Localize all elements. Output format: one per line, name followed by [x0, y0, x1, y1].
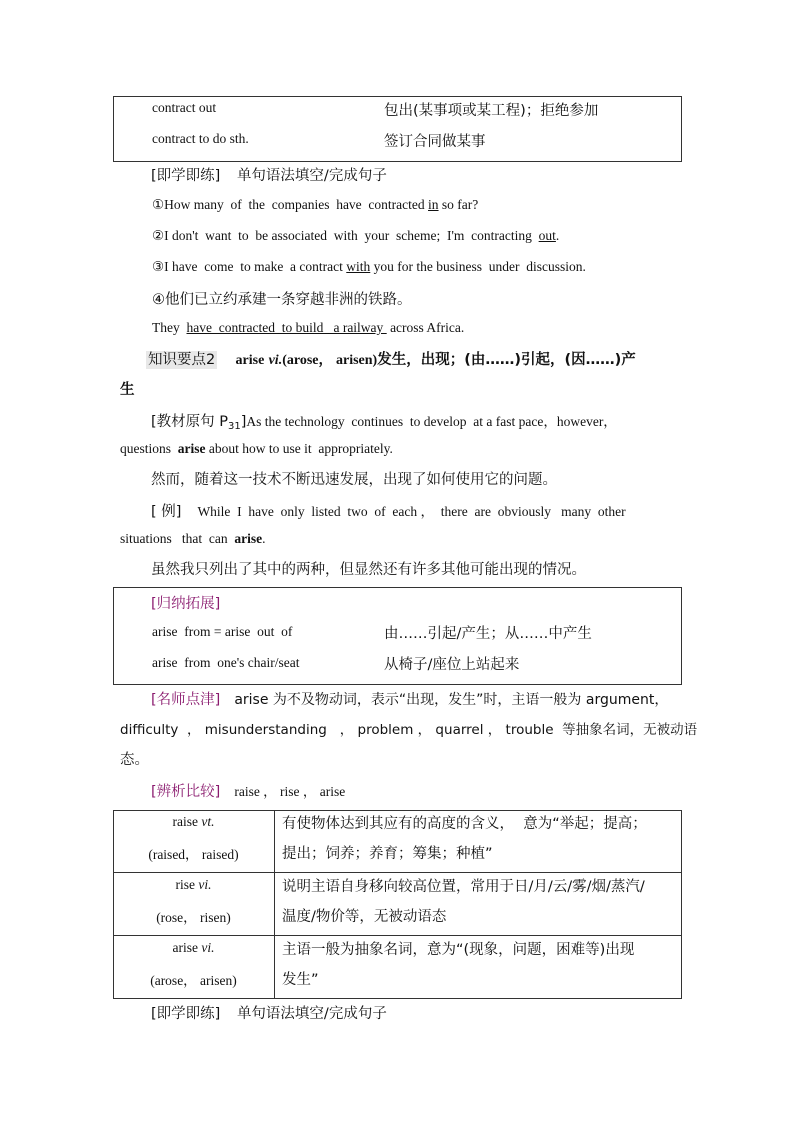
point-word: arise — [235, 353, 265, 368]
teacher-tip: [名师点津] arise 为不及物动词，表示“出现，发生”时，主语一般为 argument， — [151, 692, 669, 708]
compare-forms: (rose， risen) — [156, 910, 231, 925]
exercise-2: ②I don't want to be associated with your scheme; I'm contracting out. — [152, 228, 560, 243]
compare-cn: 主语一般为抽象名词，意为“(现象，问题，困难等)出现 — [282, 942, 635, 958]
compare-cn: 温度/物价等，无被动语态 — [282, 909, 447, 925]
phrase-en: contract out — [152, 100, 217, 115]
compare-cn: 说明主语自身移向较高位置，常用于日/月/云/雾/烟/蒸汽/ — [282, 879, 645, 895]
example-sentence-cont: situations that can arise. — [120, 531, 266, 546]
table-divider — [274, 810, 275, 999]
phrase-cn: 从椅子/座位上站起来 — [384, 657, 520, 673]
phrase-cn: 签订合同做某事 — [384, 134, 486, 150]
compare-cn: 提出；饲养；养育；筹集；种植” — [282, 846, 493, 862]
source-translation: 然而，随着这一技术不断迅速发展，出现了如何使用它的问题。 — [151, 472, 557, 488]
compare-word: rise vi. — [175, 877, 212, 892]
exercise-1: ①How many of the companies have contracted in so far? — [152, 197, 479, 212]
answer: with — [346, 259, 371, 274]
answer: in — [428, 197, 439, 212]
compare-cn: 发生” — [282, 972, 319, 988]
exercise-3: ③I have come to make a contract with you for the business under discussion. — [152, 259, 586, 274]
table-divider — [113, 935, 682, 936]
tip-label: [名师点津] — [151, 692, 221, 708]
compare-cn: 有使物体达到其应有的高度的含义， 意为“举起；提高； — [282, 816, 647, 832]
phrase-cn: 由……引起/产生；从……中产生 — [384, 626, 592, 642]
expansion-title: [归纳拓展] — [151, 596, 221, 612]
practice-heading — [151, 1002, 387, 1023]
practice-label: [即学即练] — [151, 1006, 221, 1022]
phrase-en: arise from one's chair/seat — [152, 655, 300, 670]
practice-label: [即学即练] — [151, 168, 221, 184]
answer: out — [538, 228, 556, 243]
compare-forms: (raised， raised) — [148, 847, 239, 862]
compare-word: arise vi. — [172, 940, 215, 955]
answer: have contracted to build a railway — [186, 320, 387, 335]
point-forms: (arose， arisen) — [282, 353, 378, 368]
practice-heading — [151, 164, 387, 185]
point-meaning: 发生，出现；(由……)引起，(因……)产 — [377, 352, 636, 368]
teacher-tip-cont: 态。 — [120, 752, 149, 768]
knowledge-point-heading — [146, 348, 636, 369]
table-divider — [113, 872, 682, 873]
source-sentence-cont: questions arise about how to use it appropriately. — [120, 441, 393, 456]
phrase-en: contract to do sth. — [152, 131, 249, 146]
compare-word: raise vt. — [172, 814, 215, 829]
compare-forms: (arose， arisen) — [150, 973, 237, 988]
phrase-en: arise from = arise out of — [152, 624, 293, 639]
teacher-tip-cont: difficulty ， misunderstanding ， problem ， quarrel ， trouble 等抽象名词，无被动语 — [120, 722, 698, 738]
point-meaning-cont: 生 — [120, 382, 135, 398]
point-pos: vi. — [268, 353, 283, 368]
example-sentence: [ 例] While I have only listed two of each ， there are obviously many other — [151, 504, 626, 520]
practice-title: 单句语法填空/完成句子 — [236, 168, 387, 184]
example-translation: 虽然我只列出了其中的两种，但显然还有许多其他可能出现的情况。 — [151, 562, 586, 578]
exercise-4-cn: ④他们已立约承建一条穿越非洲的铁路。 — [152, 292, 412, 308]
compare-heading: [辨析比较] raise ， rise ， arise — [151, 784, 346, 800]
practice-title: 单句语法填空/完成句子 — [236, 1006, 387, 1022]
exercise-4-en: They have contracted to build a railway across Africa. — [152, 320, 465, 335]
source-sentence: [教材原句 $P_{31}]As$ the technology continues to develop at a fast pace，however， — [151, 414, 617, 432]
point-label: 知识要点2 — [148, 352, 216, 368]
phrase-cn: 包出(某事项或某工程)；拒绝参加 — [384, 103, 599, 119]
